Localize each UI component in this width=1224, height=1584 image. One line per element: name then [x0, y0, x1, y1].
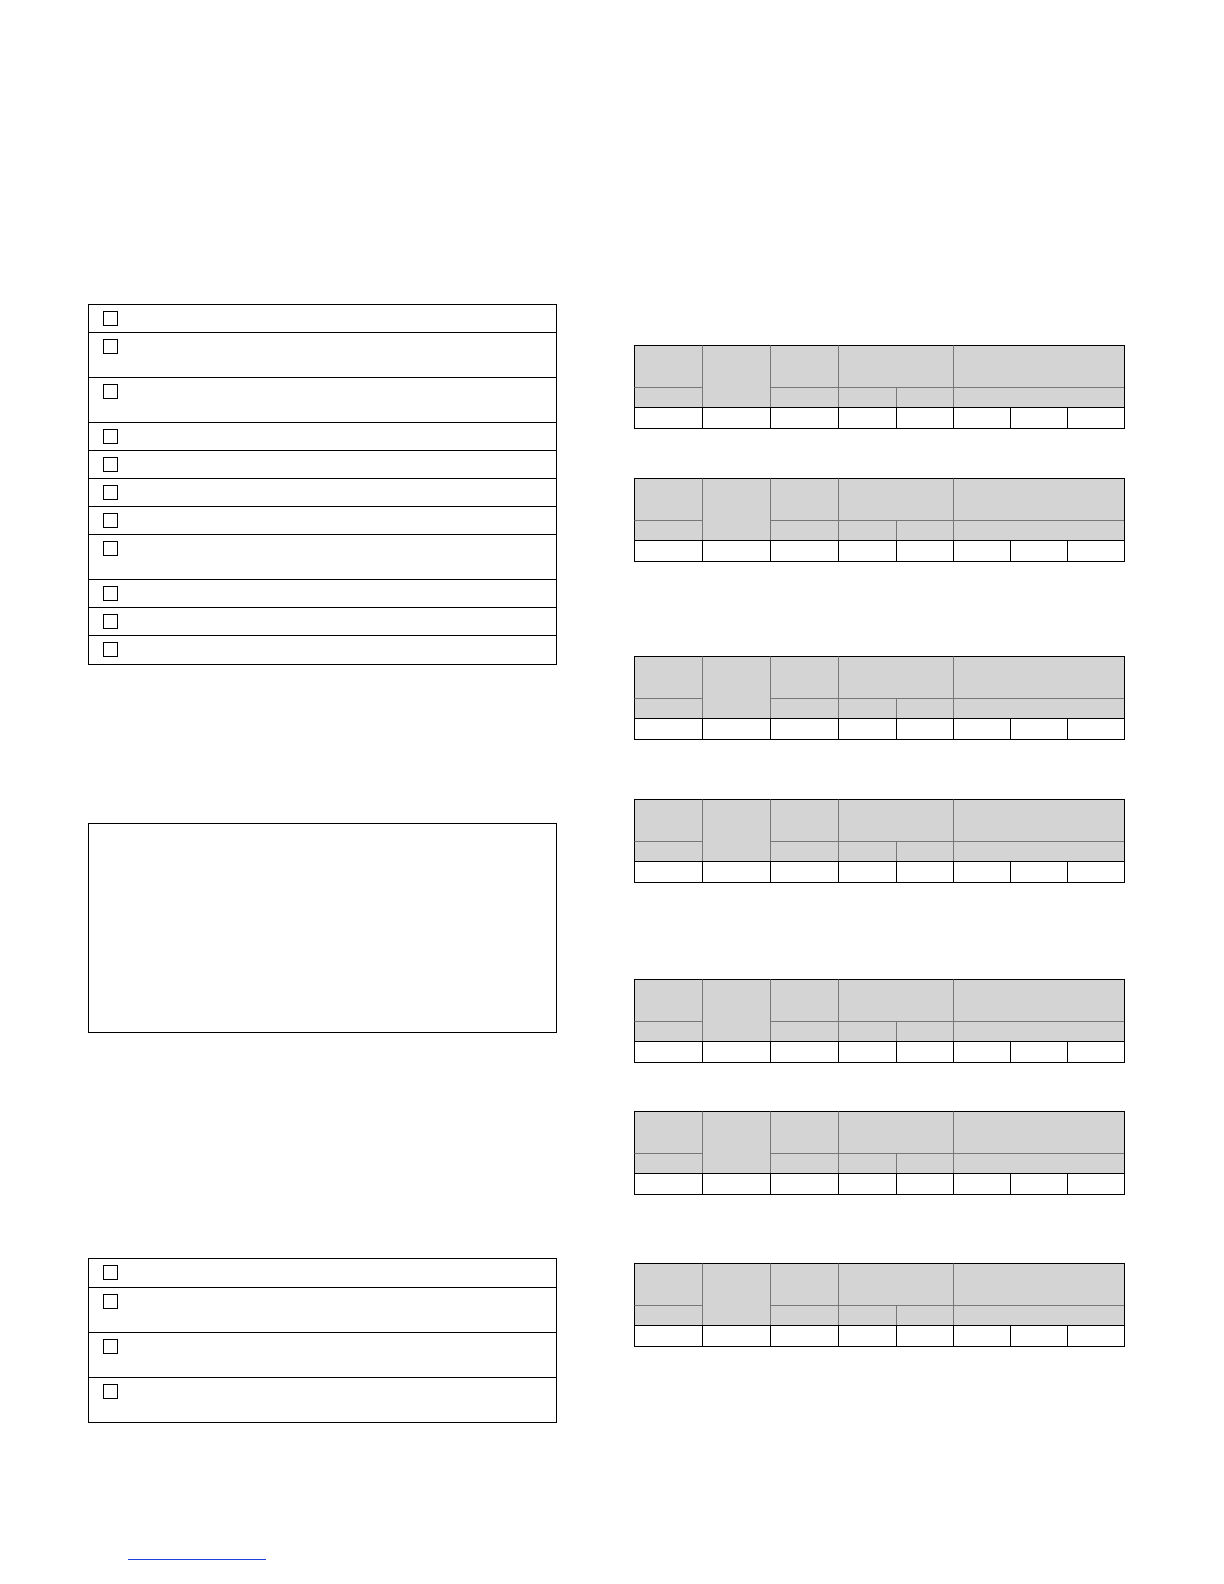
grid-header-cell — [634, 478, 702, 520]
grid-subheader-cell — [634, 1021, 702, 1041]
grid-header-cell — [953, 979, 1125, 1021]
checkbox[interactable] — [103, 1339, 118, 1354]
grid-value-cell — [896, 1325, 953, 1347]
grid-value-cell — [953, 1041, 1010, 1063]
grid-value-cell — [634, 1173, 702, 1195]
grid-header-cell — [838, 799, 953, 841]
grid-value-cell — [838, 718, 896, 740]
checklist-row — [89, 535, 556, 580]
grid-subheader-cell — [634, 1153, 702, 1173]
grid-value-cell — [702, 1325, 770, 1347]
grid-header-cell — [634, 799, 702, 841]
grid-header-cell — [953, 345, 1125, 387]
grid-value-cell — [1010, 718, 1067, 740]
checkbox[interactable] — [103, 614, 118, 629]
grid-subheader-cell — [953, 520, 1125, 540]
checkbox[interactable] — [103, 642, 118, 657]
grid-value-cell — [896, 1173, 953, 1195]
grid-header-cell — [770, 1111, 838, 1153]
grid-value-cell — [634, 407, 702, 429]
grid-value-cell — [634, 861, 702, 883]
grid-value-cell — [953, 407, 1010, 429]
grid-table — [634, 979, 1125, 1063]
grid-subheader-cell — [838, 1153, 896, 1173]
checkbox[interactable] — [103, 1265, 118, 1280]
grid-header-cell — [838, 345, 953, 387]
checkbox[interactable] — [103, 586, 118, 601]
checklist-row — [89, 305, 556, 333]
grid-value-cell — [838, 1173, 896, 1195]
grid-header-cell — [702, 979, 770, 1041]
grid-subheader-cell — [838, 1021, 896, 1041]
grid-subheader-cell — [838, 1305, 896, 1325]
grid-subheader-cell — [838, 520, 896, 540]
grid-value-cell — [702, 1173, 770, 1195]
grid-value-cell — [953, 1325, 1010, 1347]
grid-subheader-cell — [634, 520, 702, 540]
grid-value-cell — [1010, 1041, 1067, 1063]
grid-value-cell — [770, 407, 838, 429]
footer-link[interactable] — [128, 1545, 266, 1560]
grid-value-cell — [838, 540, 896, 562]
grid-value-cell — [770, 718, 838, 740]
checkbox[interactable] — [103, 485, 118, 500]
grid-header-cell — [953, 1263, 1125, 1305]
grid-subheader-cell — [953, 1153, 1125, 1173]
grid-value-cell — [1010, 861, 1067, 883]
grid-value-cell — [896, 407, 953, 429]
comments-box[interactable] — [88, 823, 557, 1033]
grid-value-cell — [953, 1173, 1010, 1195]
grid-value-cell — [1067, 861, 1125, 883]
grid-value-cell — [1067, 1325, 1125, 1347]
grid-table — [634, 656, 1125, 740]
grid-subheader-cell — [770, 1021, 838, 1041]
checklist-row — [89, 608, 556, 636]
grid-header-cell — [770, 656, 838, 698]
grid-subheader-cell — [634, 841, 702, 861]
grid-table — [634, 478, 1125, 562]
grid-header-cell — [634, 1263, 702, 1305]
checklist-row — [89, 378, 556, 423]
grid-value-cell — [770, 1325, 838, 1347]
checkbox[interactable] — [103, 541, 118, 556]
grid-value-cell — [1010, 1325, 1067, 1347]
grid-subheader-cell — [770, 520, 838, 540]
grid-value-cell — [634, 540, 702, 562]
grid-value-cell — [838, 1041, 896, 1063]
grid-value-cell — [634, 1325, 702, 1347]
grid-header-cell — [770, 799, 838, 841]
checklist-row — [89, 580, 556, 608]
grid-value-cell — [770, 1041, 838, 1063]
checklist-row — [89, 1259, 556, 1288]
grid-subheader-cell — [896, 520, 953, 540]
checklist-row — [89, 479, 556, 507]
grid-header-cell — [634, 656, 702, 698]
grid-subheader-cell — [770, 841, 838, 861]
grid-header-cell — [953, 478, 1125, 520]
grid-subheader-cell — [770, 698, 838, 718]
grid-subheader-cell — [634, 698, 702, 718]
grid-header-cell — [838, 1111, 953, 1153]
grid-value-cell — [1010, 540, 1067, 562]
grid-header-cell — [702, 799, 770, 861]
grid-value-cell — [1067, 1173, 1125, 1195]
grid-header-cell — [770, 345, 838, 387]
grid-value-cell — [702, 1041, 770, 1063]
checklist-row — [89, 1378, 556, 1422]
grid-header-cell — [634, 979, 702, 1021]
grid-value-cell — [770, 540, 838, 562]
grid-value-cell — [1067, 540, 1125, 562]
grid-subheader-cell — [634, 1305, 702, 1325]
grid-header-cell — [838, 979, 953, 1021]
grid-value-cell — [838, 407, 896, 429]
checkbox[interactable] — [103, 339, 118, 354]
grid-header-cell — [953, 799, 1125, 841]
grid-value-cell — [1067, 1041, 1125, 1063]
grid-table — [634, 1111, 1125, 1195]
grid-header-cell — [770, 1263, 838, 1305]
grid-header-cell — [770, 478, 838, 520]
grid-header-cell — [702, 478, 770, 540]
grid-value-cell — [1067, 407, 1125, 429]
grid-value-cell — [896, 861, 953, 883]
grid-value-cell — [953, 861, 1010, 883]
checkbox[interactable] — [103, 384, 118, 399]
grid-subheader-cell — [770, 1305, 838, 1325]
checkbox[interactable] — [103, 513, 118, 528]
grid-table — [634, 345, 1125, 429]
grid-header-cell — [634, 345, 702, 387]
grid-subheader-cell — [838, 387, 896, 407]
grid-header-cell — [953, 656, 1125, 698]
checklist-row — [89, 423, 556, 451]
grid-value-cell — [1010, 407, 1067, 429]
grid-header-cell — [702, 656, 770, 718]
checklist-primary — [88, 304, 557, 665]
grid-value-cell — [702, 861, 770, 883]
checklist-row — [89, 1288, 556, 1333]
grid-subheader-cell — [953, 1021, 1125, 1041]
grid-header-cell — [634, 1111, 702, 1153]
checkbox[interactable] — [103, 429, 118, 444]
grid-subheader-cell — [896, 387, 953, 407]
checkbox[interactable] — [103, 1294, 118, 1309]
grid-subheader-cell — [634, 387, 702, 407]
grid-subheader-cell — [896, 1153, 953, 1173]
grid-subheader-cell — [896, 1021, 953, 1041]
checklist-row — [89, 333, 556, 378]
grid-value-cell — [634, 1041, 702, 1063]
checklist-secondary — [88, 1258, 557, 1423]
checkbox[interactable] — [103, 311, 118, 326]
checkbox[interactable] — [103, 1384, 118, 1399]
grid-value-cell — [953, 540, 1010, 562]
grid-subheader-cell — [953, 1305, 1125, 1325]
grid-value-cell — [702, 718, 770, 740]
grid-header-cell — [770, 979, 838, 1021]
grid-table — [634, 1263, 1125, 1347]
grid-value-cell — [1010, 1173, 1067, 1195]
grid-value-cell — [702, 540, 770, 562]
grid-value-cell — [838, 1325, 896, 1347]
checklist-row — [89, 507, 556, 535]
grid-value-cell — [770, 1173, 838, 1195]
grid-value-cell — [896, 718, 953, 740]
checkbox[interactable] — [103, 457, 118, 472]
grid-subheader-cell — [953, 387, 1125, 407]
grid-value-cell — [896, 540, 953, 562]
grid-subheader-cell — [896, 698, 953, 718]
grid-value-cell — [702, 407, 770, 429]
grid-header-cell — [702, 1263, 770, 1325]
grid-value-cell — [1067, 718, 1125, 740]
grid-subheader-cell — [838, 841, 896, 861]
checklist-row — [89, 636, 556, 664]
grid-subheader-cell — [770, 387, 838, 407]
grid-value-cell — [838, 861, 896, 883]
grid-header-cell — [702, 345, 770, 407]
grid-value-cell — [634, 718, 702, 740]
grid-value-cell — [953, 718, 1010, 740]
grid-value-cell — [770, 861, 838, 883]
grid-subheader-cell — [896, 841, 953, 861]
grid-header-cell — [838, 656, 953, 698]
grid-header-cell — [702, 1111, 770, 1173]
grid-subheader-cell — [838, 698, 896, 718]
checklist-row — [89, 451, 556, 479]
grid-subheader-cell — [896, 1305, 953, 1325]
grid-header-cell — [838, 1263, 953, 1305]
grid-table — [634, 799, 1125, 883]
grid-value-cell — [896, 1041, 953, 1063]
grid-subheader-cell — [953, 841, 1125, 861]
grid-subheader-cell — [770, 1153, 838, 1173]
grid-header-cell — [953, 1111, 1125, 1153]
grid-subheader-cell — [953, 698, 1125, 718]
checklist-row — [89, 1333, 556, 1378]
grid-header-cell — [838, 478, 953, 520]
